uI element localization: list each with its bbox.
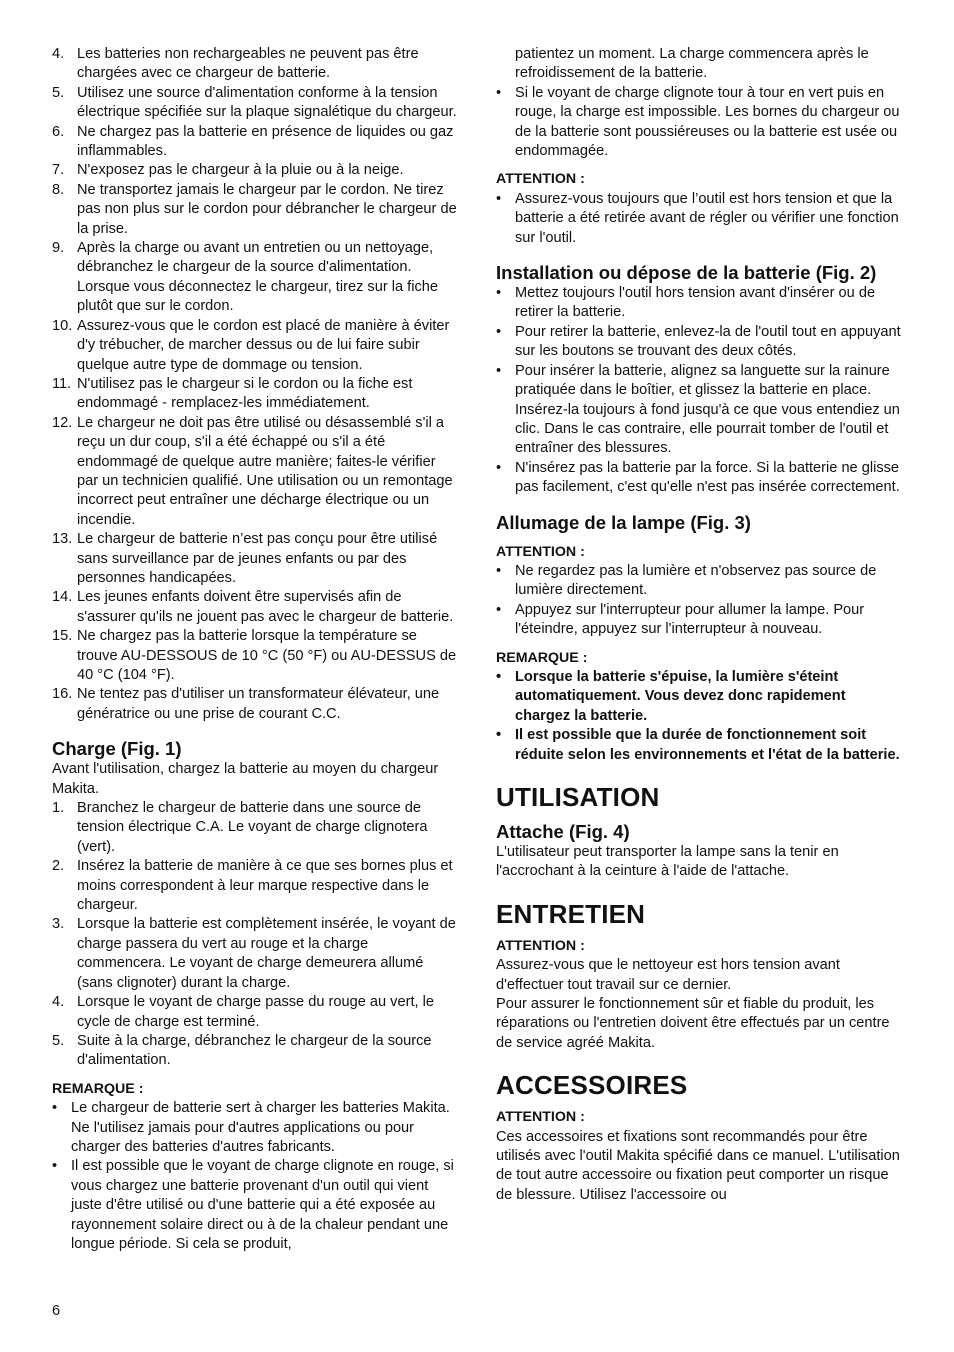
- item-text: N'insérez pas la batterie par la force. Si la batterie ne glisse pas facilement, c'est qu'elle n'est pas insérée correctement.: [515, 459, 900, 496]
- item-text: Assurez-vous toujours que l’outil est hors tension et que la batterie a été retirée avant de régler ou vérifier une fonction sur l'outil.: [515, 190, 899, 246]
- item-text: Ne chargez pas la batterie en présence de liquides ou gaz inflammables.: [77, 123, 454, 160]
- right-column: [496, 45, 901, 1205]
- item-number: 13.: [52, 531, 73, 548]
- list-item: [52, 530, 457, 588]
- item-text: patientez un moment. La charge commencera après le refroidissement de la batterie.: [515, 46, 869, 82]
- attention-label: ATTENTION :: [496, 1109, 585, 1126]
- entretien-text: Assurez-vous que le nettoyeur est hors tension avant d'effectuer tout travail sur ce dernier.: [496, 957, 840, 993]
- item-text: Utilisez une source d'alimentation conforme à la tension électrique spécifiée sur la plaque signalétique du chargeur.: [77, 84, 457, 121]
- list-item: [52, 161, 457, 180]
- bullet-item: [496, 190, 901, 248]
- item-number: 14.: [52, 589, 73, 606]
- item-text: Pour insérer la batterie, alignez sa languette sur la rainure pratiquée dans le boîtier, et glissez la batterie en place. Insérez-la toujours à fond jusqu'à ce que vous entendiez un clic. Dans le cas contraire, elle pourrait tomber de l'outil et entraîner des blessures.: [515, 362, 900, 457]
- install-list: [496, 284, 901, 497]
- remarque-list: [52, 1099, 457, 1254]
- page-number: 6: [52, 1303, 61, 1319]
- item-text: Ne tentez pas d'utiliser un transformateur élévateur, une génératrice ou une prise de courant C.C.: [77, 686, 440, 722]
- item-text: Lorsque la batterie est complètement insérée, le voyant de charge passera du vert au rouge et la charge commencera. Le voyant de charge demeurera allumé (sans clignoter) durant la charge.: [77, 916, 456, 991]
- list-item: [52, 181, 457, 239]
- bullet-icon: •: [496, 323, 502, 340]
- item-text: Après la charge ou avant un entretien ou un nettoyage, débranchez le chargeur de la source d'alimentation. Lorsque vous déconnectez le chargeur, tirez sur la fiche plutôt que sur le cordon.: [77, 240, 438, 315]
- item-text: Ne transportez jamais le chargeur par le cordon. Ne tirez pas non plus sur le cordon pour débrancher le chargeur de la prise.: [77, 181, 457, 237]
- list-item: [52, 1032, 457, 1071]
- attention-label: ATTENTION :: [496, 543, 585, 560]
- item-text: Insérez la batterie de manière à ce que ses bornes plus et moins correspondent à leur marque respective dans le chargeur.: [77, 858, 453, 914]
- bullet-item: [496, 323, 901, 362]
- item-number: 9.: [52, 240, 65, 257]
- bullet-item: [52, 1157, 457, 1254]
- bullet-icon: •: [52, 1158, 58, 1175]
- charge-steps: [52, 799, 457, 1071]
- bullet-icon: •: [52, 1100, 58, 1117]
- bullet-item: [496, 726, 901, 765]
- list-item: [52, 375, 457, 414]
- attention-label: ATTENTION :: [496, 171, 585, 188]
- item-number: 4.: [52, 46, 65, 62]
- install-heading: Installation ou dépose de la batterie (Fig. 2): [496, 262, 877, 284]
- entretien-text: Pour assurer le fonctionnement sûr et fiable du produit, les réparations ou l'entretien doivent être effectués par un centre de service agréé Makita.: [496, 996, 890, 1051]
- item-text: Suite à la charge, débranchez le chargeur de la source d'alimentation.: [77, 1032, 432, 1069]
- item-text: Il est possible que la durée de fonctionnement soit réduite selon les environnements et l'état de la batterie.: [515, 727, 900, 763]
- item-text: N'utilisez pas le chargeur si le cordon ou la fiche est endommagé - remplacez-les immédiatement.: [77, 375, 413, 412]
- bullet-item: [52, 1099, 457, 1157]
- list-item: [52, 685, 457, 724]
- item-number: 8.: [52, 181, 65, 198]
- entretien-heading: ENTRETIEN: [496, 898, 646, 929]
- left-column: [52, 45, 457, 1254]
- bullet-icon: •: [496, 727, 502, 744]
- list-item: [52, 414, 457, 530]
- bullet-icon: •: [496, 459, 502, 476]
- item-text: Lorsque la batterie s'épuise, la lumière s'éteint automatiquement. Vous devez donc rapidement chargez la batterie.: [515, 668, 846, 724]
- item-number: 11.: [52, 375, 72, 392]
- accessoires-text: Ces accessoires et fixations sont recommandés pour être utilisés avec l'outil Makita spécifié dans ce manuel. L'utilisation de tout autre accessoire ou fixation peut comporter un risque de blessure. Utilisez l'accessoire ou: [496, 1128, 900, 1203]
- charge-heading: Charge (Fig. 1): [52, 738, 182, 760]
- item-number: 6.: [52, 123, 65, 140]
- item-text: Branchez le chargeur de batterie dans une source de tension électrique C.A. Le voyant de charge clignotera (vert).: [77, 800, 428, 855]
- item-text: Il est possible que le voyant de charge clignote en rouge, si vous chargez une batterie provenant d'un outil qui vient juste d'être utilisé ou d'une batterie qui a été exposée au rayonnement solaire direct ou à de la chaleur pendant une longue période. Si cela se produit,: [71, 1158, 454, 1252]
- item-number: 16.: [52, 686, 73, 703]
- item-text: Le chargeur ne doit pas être utilisé ou désassemblé s'il a reçu un dur coup, s'il a été échappé ou s'il a été endommagé de quelque autre manière; faites-le vérifier par un technicien qualifié. Une utilisation ou un remontage incorrect peut entraîner une décharge électrique ou un incendie.: [77, 414, 453, 528]
- list-item: [52, 588, 457, 627]
- item-text: Si le voyant de charge clignote tour à tour en vert puis en rouge, la charge est impossible. Les bornes du chargeur ou de la batterie sont poussiéreuses ou la batterie est usée ou endommagée.: [515, 84, 900, 160]
- item-text: Ne chargez pas la batterie lorsque la température se trouve AU-DESSOUS de 10 °C (50 °F) ou AU-DESSUS de 40 °C (104 °F).: [77, 628, 457, 683]
- bullet-item: [496, 668, 901, 726]
- bullet-item: [496, 601, 901, 640]
- bullet-icon: •: [496, 668, 502, 685]
- lamp-heading: Allumage de la lampe (Fig. 3): [496, 511, 751, 533]
- remarque-label: REMARQUE :: [496, 649, 588, 666]
- attache-heading: Attache (Fig. 4): [496, 821, 630, 842]
- accessoires-heading: ACCESSOIRES: [496, 1070, 688, 1101]
- safety-list: [52, 45, 457, 724]
- remarque-list: [496, 668, 901, 765]
- bullet-icon: •: [496, 285, 502, 302]
- attache-text: L'utilisateur peut transporter la lampe sans la tenir en l'accrochant à la ceinture à l'aide de l'attache.: [496, 844, 839, 880]
- list-item: [52, 799, 457, 857]
- list-item: [52, 915, 457, 993]
- bullet-item: [496, 362, 901, 459]
- list-item: [52, 123, 457, 162]
- item-text: Le chargeur de batterie n’est pas conçu pour être utilisé sans surveillance par de jeunes enfants ou par des personnes handicapées.: [77, 531, 438, 586]
- item-text: Assurez-vous que le cordon est placé de manière à éviter d'y trébucher, de marcher dessus ou de lui faire subir quelque autre type de dommage ou tension.: [77, 317, 450, 373]
- item-text: Les batteries non rechargeables ne peuvent pas être chargées avec ce chargeur de batterie.: [77, 46, 419, 82]
- bullet-item: [496, 562, 901, 601]
- attention-label: ATTENTION :: [496, 937, 585, 954]
- item-number: 5.: [52, 1032, 65, 1049]
- list-item: [52, 317, 457, 375]
- item-number: 5.: [52, 84, 65, 101]
- item-number: 7.: [52, 162, 65, 179]
- bullet-item: [496, 459, 901, 498]
- item-text: Les jeunes enfants doivent être supervisés afin de s'assurer qu'ils ne jouent pas avec le chargeur de batterie.: [77, 589, 454, 625]
- bullet-icon: •: [496, 190, 502, 207]
- item-number: 12.: [52, 414, 73, 431]
- bullet-icon: •: [496, 362, 502, 379]
- item-number: 3.: [52, 916, 65, 933]
- bullet-icon: •: [496, 84, 502, 101]
- bullet-icon: •: [496, 601, 502, 618]
- item-text: Lorsque le voyant de charge passe du rouge au vert, le cycle de charge est terminé.: [77, 994, 434, 1030]
- utilisation-heading: UTILISATION: [496, 782, 660, 812]
- charge-intro: Avant l'utilisation, chargez la batterie au moyen du chargeur Makita.: [52, 761, 439, 797]
- item-number: 15.: [52, 628, 73, 645]
- list-item: [52, 993, 457, 1032]
- attention-list: [496, 190, 901, 248]
- bullet-item: [496, 284, 901, 323]
- item-text: Ne regardez pas la lumière et n'observez pas source de lumière directement.: [515, 562, 877, 599]
- list-item: [52, 239, 457, 317]
- remarque-label: REMARQUE :: [52, 1080, 144, 1097]
- bullet-item: [496, 84, 901, 162]
- item-number: 4.: [52, 994, 65, 1011]
- continued-list: [496, 45, 901, 161]
- item-text: N'exposez pas le chargeur à la pluie ou à la neige.: [77, 162, 404, 179]
- item-text: Le chargeur de batterie sert à charger les batteries Makita. Ne l'utilisez jamais pour d'autres applications ou pour charger des batteries d'autres fabricants.: [71, 1100, 450, 1155]
- bullet-item: [496, 45, 901, 84]
- item-text: Pour retirer la batterie, enlevez-la de l'outil tout en appuyant sur les boutons se trouvant des deux côtés.: [515, 323, 901, 360]
- list-item: [52, 84, 457, 123]
- bullet-icon: •: [496, 562, 502, 579]
- list-item: [52, 857, 457, 915]
- item-number: 2.: [52, 858, 65, 875]
- item-text: Appuyez sur l'interrupteur pour allumer la lampe. Pour l'éteindre, appuyez sur l'interrupteur à nouveau.: [515, 601, 865, 638]
- attention-list: [496, 562, 901, 640]
- list-item: [52, 45, 457, 84]
- item-number: 10.: [52, 317, 73, 334]
- item-text: Mettez toujours l'outil hors tension avant d'insérer ou de retirer la batterie.: [515, 285, 876, 321]
- item-number: 1.: [52, 800, 65, 817]
- list-item: [52, 627, 457, 685]
